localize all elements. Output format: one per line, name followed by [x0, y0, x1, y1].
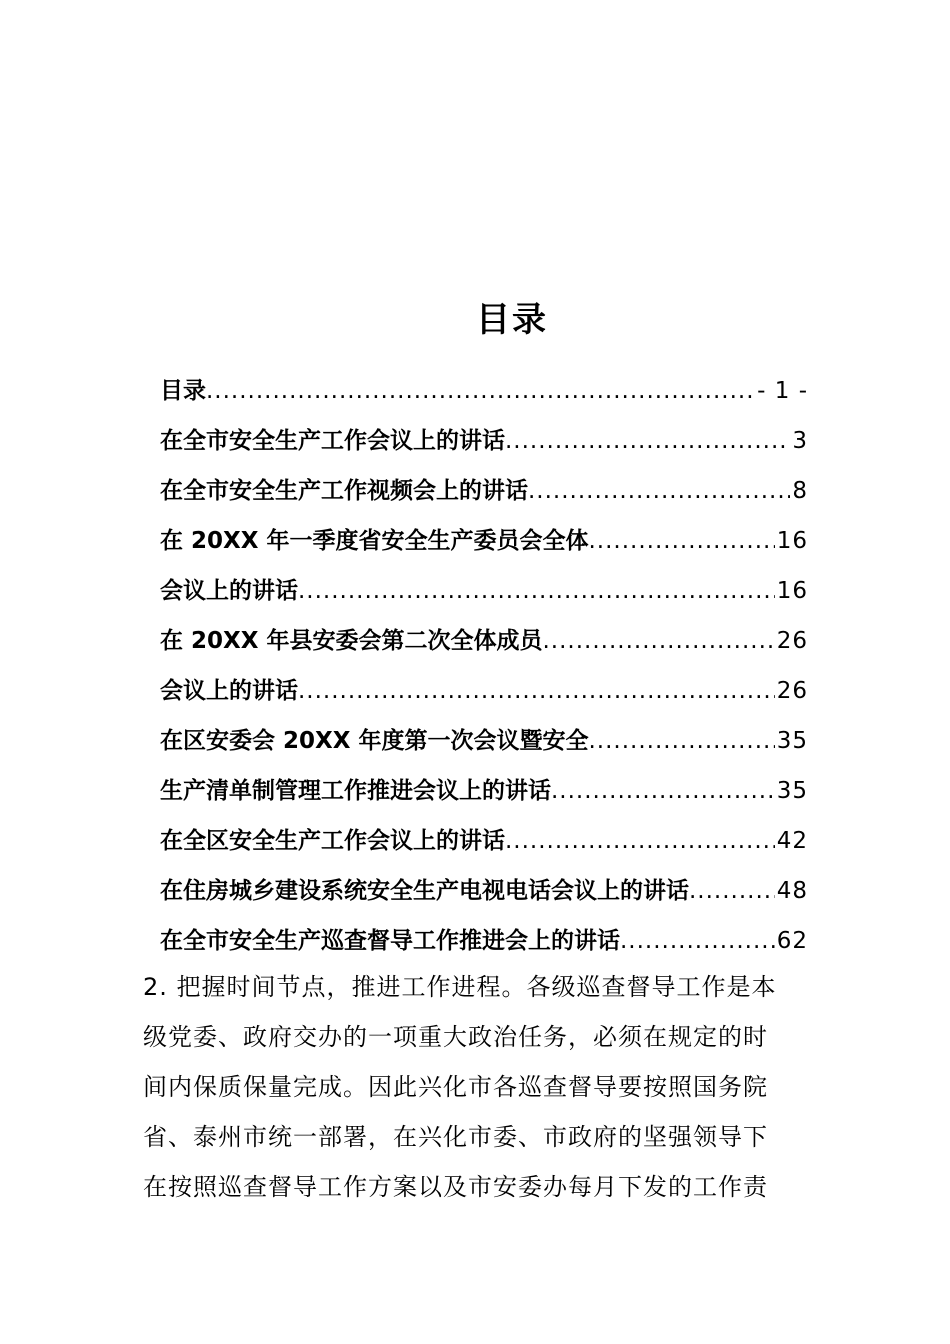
- toc-entry[interactable]: [160, 716, 808, 766]
- toc-page-number: 16: [776, 528, 808, 554]
- toc-entry-title: 在区安委会 20XX 年度第一次会议暨安全: [160, 728, 589, 754]
- toc-page-number: 35: [776, 728, 808, 754]
- toc-entry-title: 在全区安全生产工作会议上的讲话: [160, 828, 505, 854]
- toc-entry[interactable]: [160, 766, 808, 816]
- toc-entry[interactable]: [160, 566, 808, 616]
- toc-page-number: 26: [776, 628, 808, 654]
- toc-dot-leader: [505, 416, 790, 466]
- toc-page-number: 3: [792, 428, 808, 454]
- toc-page-number: 35: [776, 778, 808, 804]
- toc-dot-leader: [589, 716, 775, 766]
- toc-dot-leader: [505, 816, 775, 866]
- toc-entry[interactable]: [160, 416, 808, 466]
- toc-entry[interactable]: [160, 666, 808, 716]
- toc-entry-title: 在 20XX 年一季度省安全生产委员会全体: [160, 528, 589, 554]
- toc-entry[interactable]: [160, 516, 808, 566]
- toc-dot-leader: [620, 916, 775, 966]
- toc-entry-title: 会议上的讲话: [160, 578, 298, 604]
- toc-dot-leader: [551, 766, 775, 816]
- body-text-line: 省、泰州市统一部署，在兴化市委、市政府的坚强领导下: [143, 1123, 768, 1151]
- toc-entry[interactable]: [160, 366, 808, 416]
- toc-entry-title: 在住房城乡建设系统安全生产电视电话会议上的讲话: [160, 878, 689, 904]
- toc-dot-leader: [298, 666, 775, 716]
- toc-entry[interactable]: [160, 616, 808, 666]
- toc-page-number: 16: [776, 578, 808, 604]
- body-text-line: 2. 把握时间节点，推进工作进程。各级巡查督导工作是本: [143, 973, 777, 1001]
- toc-entry[interactable]: [160, 816, 808, 866]
- toc-page-number: 42: [776, 828, 808, 854]
- toc-entry-title: 在 20XX 年县安委会第二次全体成员: [160, 628, 543, 654]
- toc-dot-leader: [298, 566, 775, 616]
- toc-page-number: 62: [776, 928, 808, 954]
- toc-entry-title: 在全市安全生产工作视频会上的讲话: [160, 478, 528, 504]
- toc-entry[interactable]: [160, 916, 808, 966]
- toc-dot-leader: [528, 466, 790, 516]
- toc-page-number: 26: [776, 678, 808, 704]
- toc-heading: 目录: [476, 300, 548, 340]
- body-text-line: 级党委、政府交办的一项重大政治任务，必须在规定的时: [143, 1023, 768, 1051]
- toc-entry[interactable]: [160, 466, 808, 516]
- toc-page-number: - 1 -: [757, 378, 808, 404]
- toc-entry-title: 在全市安全生产巡查督导工作推进会上的讲话: [160, 928, 620, 954]
- toc-dot-leader: [543, 616, 775, 666]
- body-text-line: 间内保质保量完成。因此兴化市各巡查督导要按照国务院: [143, 1073, 768, 1101]
- body-paragraph: [143, 962, 811, 1212]
- toc-page-number: 8: [792, 478, 808, 504]
- toc-dot-leader: [206, 366, 755, 416]
- toc-entry-title: 生产清单制管理工作推进会议上的讲话: [160, 778, 551, 804]
- toc-entry[interactable]: [160, 866, 808, 916]
- table-of-contents: [160, 366, 808, 966]
- toc-entry-title: 会议上的讲话: [160, 678, 298, 704]
- body-text-line: 在按照巡查督导工作方案以及市安委办每月下发的工作责: [143, 1173, 768, 1201]
- toc-page-number: 48: [776, 878, 808, 904]
- toc-entry-title: 目录: [160, 378, 206, 404]
- toc-entry-title: 在全市安全生产工作会议上的讲话: [160, 428, 505, 454]
- toc-dot-leader: [689, 866, 775, 916]
- toc-dot-leader: [589, 516, 775, 566]
